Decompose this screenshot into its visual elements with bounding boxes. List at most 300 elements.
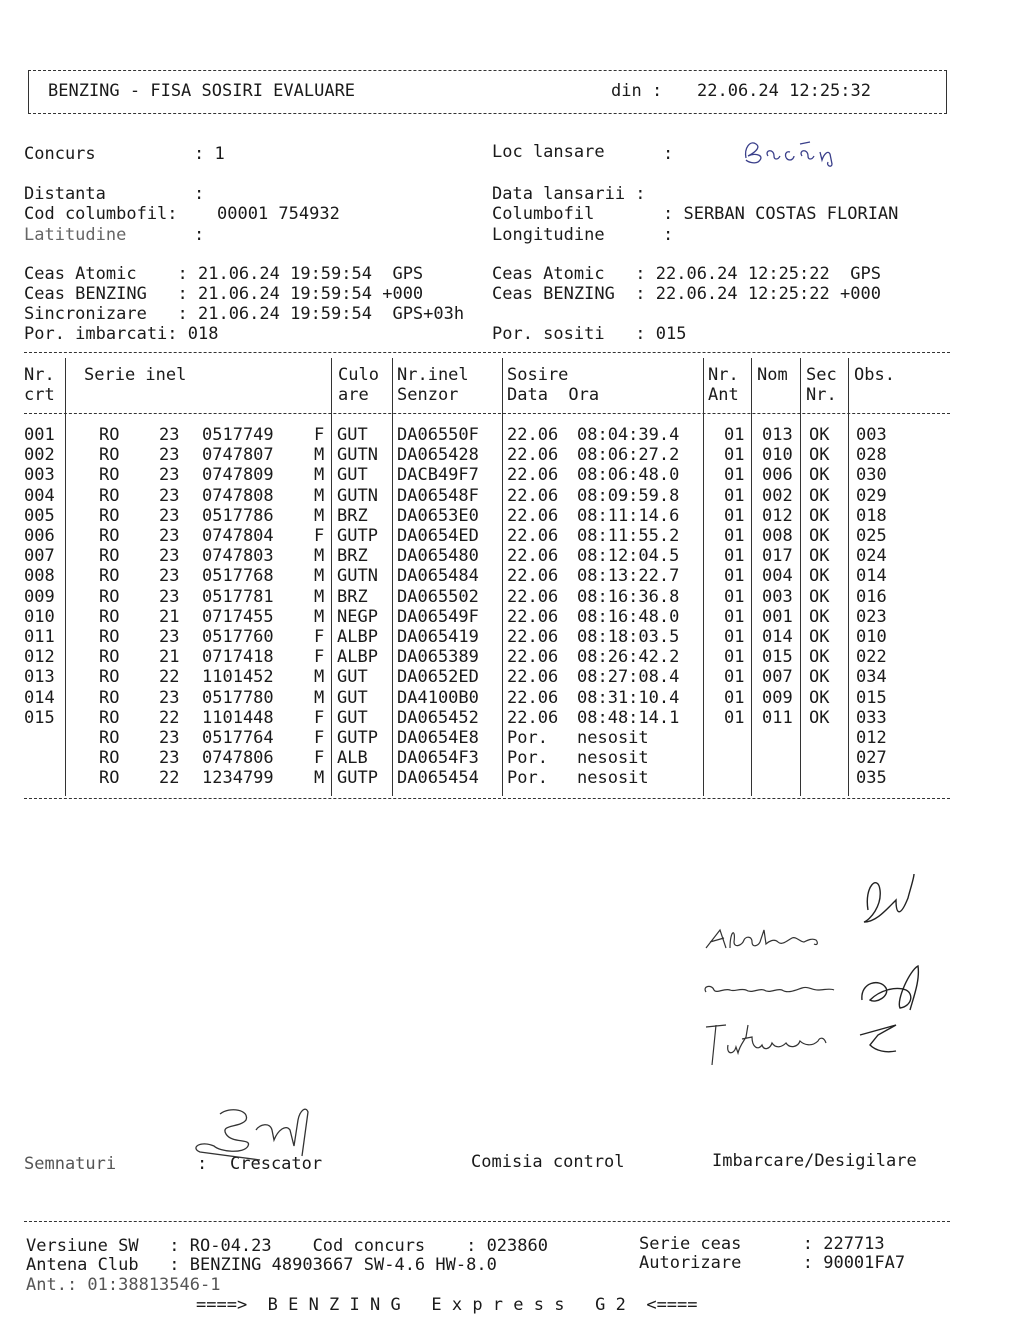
cell-tm: 08:48:14.1 — [577, 707, 680, 728]
cell-col: GUTN — [337, 485, 378, 506]
cell-nom: 001 — [762, 606, 793, 627]
cell-sec: OK — [809, 647, 830, 668]
cell-sex: F — [314, 707, 325, 728]
imbarcare-label: Imbarcare/Desigilare — [712, 1151, 917, 1171]
cell-nr: 015 — [24, 707, 55, 728]
semnaturi-sep: : — [197, 1154, 208, 1174]
cell-snz: DA065484 — [397, 566, 479, 587]
benzing-express-banner: ====> B E N Z I N G E x p r e s s G 2 <==== — [196, 1295, 698, 1315]
cell-sex: F — [314, 647, 325, 668]
th-serie: Serie inel — [84, 365, 187, 385]
cell-ctry: RO — [99, 707, 120, 728]
cell-ant: 01 — [724, 505, 745, 526]
cell-ring: 0517786 — [202, 505, 274, 526]
cell-ant: 01 — [724, 687, 745, 708]
cell-dt: Por. — [507, 768, 548, 789]
cell-yr: 21 — [159, 647, 180, 668]
cell-yr: 23 — [159, 445, 180, 466]
ceas-atomic-start: Ceas Atomic : 21.06.24 19:59:54 GPS — [24, 264, 424, 284]
cell-dt: 22.06 — [507, 546, 559, 567]
cell-nr: 005 — [24, 505, 55, 526]
cell-ant: 01 — [724, 465, 745, 486]
cell-nr: 007 — [24, 546, 55, 567]
table-row — [24, 566, 950, 586]
cell-ctry: RO — [99, 485, 120, 506]
cell-ring: 0747806 — [202, 748, 274, 769]
cell-col: GUT — [337, 687, 368, 708]
cell-dt: 22.06 — [507, 445, 559, 466]
cell-tm: 08:26:42.2 — [577, 647, 680, 668]
cell-sec: OK — [809, 627, 830, 647]
cell-sec: OK — [809, 445, 830, 466]
th-nom: Nom — [757, 365, 788, 385]
cell-obs: 014 — [856, 566, 887, 587]
cell-obs: 022 — [856, 647, 887, 668]
cell-col: GUTN — [337, 445, 378, 466]
cell-snz: DA06548F — [397, 485, 479, 506]
comisia-control-label: Comisia control — [471, 1152, 625, 1172]
cell-col: BRZ — [337, 505, 368, 526]
cell-tm: 08:16:36.8 — [577, 586, 680, 607]
cell-nom: 011 — [762, 707, 793, 728]
cell-yr: 23 — [159, 627, 180, 647]
cell-nom: 014 — [762, 627, 793, 647]
cell-col: NEGP — [337, 606, 378, 627]
cell-ring: 0747808 — [202, 485, 274, 506]
cell-dt: 22.06 — [507, 707, 559, 728]
cell-tm: 08:06:48.0 — [577, 465, 680, 486]
loc-lansare-label: Loc lansare — [492, 142, 605, 162]
cell-obs: 016 — [856, 586, 887, 607]
cell-yr: 23 — [159, 566, 180, 587]
table-row — [24, 667, 950, 687]
cell-dt: 22.06 — [507, 465, 559, 486]
table-row — [24, 587, 950, 607]
table-header-rule — [24, 413, 950, 414]
cell-sex: M — [314, 586, 325, 607]
cell-sec: OK — [809, 546, 830, 567]
cell-dt: 22.06 — [507, 526, 559, 546]
cell-yr: 23 — [159, 425, 180, 445]
columbofil-label: Columbofil — [492, 204, 595, 224]
cell-col: GUT — [337, 667, 368, 688]
cell-ant: 01 — [724, 606, 745, 627]
cell-sec: OK — [809, 667, 830, 688]
cell-tm: 08:04:39.4 — [577, 425, 680, 445]
cell-nr: 004 — [24, 485, 55, 506]
th-are: are — [338, 385, 369, 405]
cell-ant: 01 — [724, 586, 745, 607]
cell-tm: nesosit — [577, 748, 649, 769]
cell-col: ALBP — [337, 647, 378, 668]
cell-yr: 23 — [159, 526, 180, 546]
cell-ant: 01 — [724, 647, 745, 668]
autorizare: Autorizare : 90001FA7 — [639, 1253, 906, 1273]
cell-ctry: RO — [99, 627, 120, 647]
serie-ceas: Serie ceas : 227713 — [639, 1234, 885, 1254]
cell-nr: 001 — [24, 425, 55, 445]
cell-ctry: RO — [99, 768, 120, 789]
th-sec: Sec — [806, 365, 837, 385]
cell-ring: 0517764 — [202, 728, 274, 748]
longitudine-value: : — [663, 225, 674, 245]
cell-ctry: RO — [99, 566, 120, 587]
cell-tm: nesosit — [577, 728, 649, 748]
cell-nom: 008 — [762, 526, 793, 546]
cell-sec: OK — [809, 485, 830, 506]
cell-obs: 023 — [856, 606, 887, 627]
cell-nom: 015 — [762, 647, 793, 668]
cell-nom: 007 — [762, 667, 793, 688]
cell-snz: DA065389 — [397, 647, 479, 668]
cell-snz: DA065428 — [397, 445, 479, 466]
cell-tm: 08:27:08.4 — [577, 667, 680, 688]
latitudine-value: : — [194, 225, 205, 245]
cell-ctry: RO — [99, 667, 120, 688]
cell-ring: 1101448 — [202, 707, 274, 728]
cell-dt: 22.06 — [507, 586, 559, 607]
cell-nr: 014 — [24, 687, 55, 708]
cell-ring: 0747809 — [202, 465, 274, 486]
cell-yr: 23 — [159, 586, 180, 607]
cell-yr: 23 — [159, 485, 180, 506]
th-data-ora: Data Ora — [507, 385, 600, 405]
cell-sex: M — [314, 768, 325, 789]
cell-sec: OK — [809, 526, 830, 546]
table-bottom-rule — [24, 798, 950, 799]
cell-sex: M — [314, 485, 325, 506]
table-row — [24, 546, 950, 566]
cell-ant: 01 — [724, 707, 745, 728]
cell-obs: 010 — [856, 627, 887, 647]
cell-sex: M — [314, 465, 325, 486]
table-row — [24, 506, 950, 526]
cell-ctry: RO — [99, 425, 120, 445]
cell-obs: 027 — [856, 748, 887, 769]
cell-ring: 0747803 — [202, 546, 274, 567]
cell-snz: DA06549F — [397, 606, 479, 627]
ceas-atomic-end: Ceas Atomic : 22.06.24 12:25:22 GPS — [492, 264, 881, 284]
cell-dt: 22.06 — [507, 647, 559, 668]
cell-tm: 08:13:22.7 — [577, 566, 680, 587]
cell-nr: 002 — [24, 445, 55, 466]
cell-obs: 035 — [856, 768, 887, 789]
cell-sec: OK — [809, 505, 830, 526]
cell-ring: 0717418 — [202, 647, 274, 668]
cod-columbofil-value: 00001 754932 — [217, 204, 340, 224]
cell-dt: 22.06 — [507, 566, 559, 587]
loc-lansare-sep: : — [663, 144, 674, 164]
cell-ctry: RO — [99, 546, 120, 567]
cell-tm: nesosit — [577, 768, 649, 789]
cell-ctry: RO — [99, 748, 120, 769]
report-date-label: din : — [611, 81, 663, 101]
th-nrant: Nr. — [708, 365, 739, 385]
cell-tm: 08:11:55.2 — [577, 526, 680, 546]
cell-sec: OK — [809, 687, 830, 708]
cell-ring: 1234799 — [202, 768, 274, 789]
cell-yr: 23 — [159, 748, 180, 769]
cell-col: GUTN — [337, 566, 378, 587]
cell-dt: 22.06 — [507, 505, 559, 526]
cell-nom: 017 — [762, 546, 793, 567]
cell-sex: M — [314, 546, 325, 567]
cell-dt: 22.06 — [507, 627, 559, 647]
th-sosire: Sosire — [507, 365, 569, 385]
table-row — [24, 688, 950, 708]
cell-nr: 010 — [24, 606, 55, 627]
cell-nom: 002 — [762, 485, 793, 506]
th-senzor: Senzor — [397, 385, 459, 405]
crescator-label: Crescator — [230, 1154, 323, 1174]
cell-obs: 029 — [856, 485, 887, 506]
cell-obs: 024 — [856, 546, 887, 567]
data-lansarii-label: Data lansarii : — [492, 184, 646, 204]
cell-sex: F — [314, 425, 325, 445]
cell-nom: 010 — [762, 445, 793, 466]
cell-ctry: RO — [99, 728, 120, 748]
cell-ant: 01 — [724, 627, 745, 647]
cell-col: GUTP — [337, 768, 378, 789]
cell-ring: 0747804 — [202, 526, 274, 546]
longitudine-label: Longitudine — [492, 225, 605, 245]
ceas-benzing-end: Ceas BENZING : 22.06.24 12:25:22 +000 — [492, 284, 881, 304]
cell-sec: OK — [809, 465, 830, 486]
cell-ant: 01 — [724, 526, 745, 546]
cell-tm: 08:11:14.6 — [577, 505, 680, 526]
signature-tutuian — [700, 1015, 940, 1079]
report-title: BENZING - FISA SOSIRI EVALUARE — [48, 81, 356, 101]
cell-nr: 008 — [24, 566, 55, 587]
th-obs: Obs. — [854, 365, 895, 385]
table-row — [24, 445, 950, 465]
cell-nom: 003 — [762, 586, 793, 607]
th-ant: Ant — [708, 385, 739, 405]
latitudine-label: Latitudine — [24, 225, 127, 245]
concurs-value: : 1 — [194, 144, 225, 164]
table-header-row-2 — [24, 385, 950, 405]
cell-ring: 0517768 — [202, 566, 274, 587]
cell-snz: DA065480 — [397, 546, 479, 567]
concurs-label: Concurs — [24, 144, 96, 164]
cell-ring: 0517760 — [202, 627, 274, 647]
report-date-value: 22.06.24 12:25:32 — [697, 81, 871, 101]
cell-yr: 23 — [159, 465, 180, 486]
cell-nr: 011 — [24, 627, 55, 647]
cell-sex: M — [314, 445, 325, 466]
table-row — [24, 728, 950, 748]
cell-ant: 01 — [724, 485, 745, 506]
cell-sex: F — [314, 748, 325, 769]
cell-snz: DA065452 — [397, 707, 479, 728]
cell-dt: 22.06 — [507, 485, 559, 506]
cell-yr: 21 — [159, 606, 180, 627]
cell-sex: M — [314, 667, 325, 688]
cell-nom: 009 — [762, 687, 793, 708]
cell-yr: 23 — [159, 728, 180, 748]
cell-ring: 0747807 — [202, 445, 274, 466]
cell-obs: 015 — [856, 687, 887, 708]
cell-ant: 01 — [724, 425, 745, 445]
columbofil-value: : SERBAN COSTAS FLORIAN — [663, 204, 899, 224]
cell-col: GUT — [337, 425, 368, 445]
cell-yr: 22 — [159, 667, 180, 688]
signature-abalasei — [700, 870, 940, 964]
cell-sec: OK — [809, 586, 830, 607]
cod-columbofil-label: Cod columbofil: — [24, 204, 178, 224]
cell-ctry: RO — [99, 647, 120, 668]
th-nr: Nr. — [24, 365, 55, 385]
table-row — [24, 486, 950, 506]
cell-snz: DA0654ED — [397, 526, 479, 546]
cell-ctry: RO — [99, 445, 120, 466]
th-nrinel: Nr.inel — [397, 365, 469, 385]
cell-ring: 0517780 — [202, 687, 274, 708]
antena-club: Antena Club : BENZING 48903667 SW-4.6 HW-8.0 — [26, 1255, 497, 1275]
cell-dt: Por. — [507, 728, 548, 748]
cell-col: ALBP — [337, 627, 378, 647]
cell-obs: 030 — [856, 465, 887, 486]
th-crt: crt — [24, 385, 55, 405]
cell-nr: 009 — [24, 586, 55, 607]
cell-sex: F — [314, 728, 325, 748]
cell-snz: DA0652ED — [397, 667, 479, 688]
table-row — [24, 708, 950, 728]
cell-sec: OK — [809, 425, 830, 445]
cell-col: BRZ — [337, 546, 368, 567]
cell-snz: DA065454 — [397, 768, 479, 789]
cell-col: GUT — [337, 465, 368, 486]
cell-sex: F — [314, 627, 325, 647]
cell-ant: 01 — [724, 566, 745, 587]
cell-snz: DACB49F7 — [397, 465, 479, 486]
porumbei-imbarcati: Por. imbarcati: 018 — [24, 324, 219, 344]
cell-yr: 23 — [159, 546, 180, 567]
cell-ant: 01 — [724, 546, 745, 567]
cell-ctry: RO — [99, 465, 120, 486]
sincronizare: Sincronizare : 21.06.24 19:59:54 GPS+03h — [24, 304, 465, 324]
cell-dt: 22.06 — [507, 687, 559, 708]
cell-ant: 01 — [724, 445, 745, 466]
distanta-label: Distanta — [24, 184, 106, 204]
cell-snz: DA065502 — [397, 586, 479, 607]
cell-ctry: RO — [99, 505, 120, 526]
cell-col: BRZ — [337, 586, 368, 607]
table-row — [24, 768, 950, 788]
cell-ring: 0517749 — [202, 425, 274, 445]
cell-snz: DA0654E8 — [397, 728, 479, 748]
cell-tm: 08:31:10.4 — [577, 687, 680, 708]
cell-obs: 034 — [856, 667, 887, 688]
cell-obs: 018 — [856, 505, 887, 526]
cell-nr: 003 — [24, 465, 55, 486]
cell-snz: DA0654F3 — [397, 748, 479, 769]
loc-lansare-handwritten — [740, 136, 850, 170]
cell-yr: 23 — [159, 505, 180, 526]
porumbei-sositi: Por. sositi : 015 — [492, 324, 687, 344]
cell-dt: 22.06 — [507, 606, 559, 627]
signature-crescator — [190, 1100, 330, 1174]
cell-col: GUTP — [337, 728, 378, 748]
cell-sec: OK — [809, 707, 830, 728]
cell-ctry: RO — [99, 526, 120, 546]
cell-tm: 08:12:04.5 — [577, 546, 680, 567]
versiune-sw: Versiune SW : RO-04.23 Cod concurs : 023860 — [26, 1236, 548, 1256]
cell-sex: M — [314, 687, 325, 708]
cell-obs: 028 — [856, 445, 887, 466]
table-row — [24, 748, 950, 768]
cell-nom: 006 — [762, 465, 793, 486]
antena-id: Ant.: 01:38813546-1 — [26, 1275, 221, 1295]
cell-sex: M — [314, 566, 325, 587]
cell-sec: OK — [809, 606, 830, 627]
cell-ring: 0517781 — [202, 586, 274, 607]
table-top-rule — [24, 352, 950, 353]
cell-obs: 025 — [856, 526, 887, 546]
cell-obs: 003 — [856, 425, 887, 445]
cell-nom: 013 — [762, 425, 793, 445]
cell-ring: 0717455 — [202, 606, 274, 627]
cell-ctry: RO — [99, 606, 120, 627]
cell-dt: 22.06 — [507, 425, 559, 445]
cell-ring: 1101452 — [202, 667, 274, 688]
ceas-benzing-start: Ceas BENZING : 21.06.24 19:59:54 +000 — [24, 284, 424, 304]
footer-rule — [24, 1221, 950, 1222]
cell-yr: 23 — [159, 687, 180, 708]
table-row — [24, 627, 950, 647]
cell-yr: 22 — [159, 707, 180, 728]
semnaturi-label: Semnaturi — [24, 1154, 117, 1174]
cell-snz: DA0653E0 — [397, 505, 479, 526]
cell-nom: 012 — [762, 505, 793, 526]
cell-ctry: RO — [99, 687, 120, 708]
cell-dt: Por. — [507, 748, 548, 769]
cell-snz: DA065419 — [397, 627, 479, 647]
cell-sex: M — [314, 505, 325, 526]
cell-ctry: RO — [99, 586, 120, 607]
cell-tm: 08:06:27.2 — [577, 445, 680, 466]
cell-sex: F — [314, 526, 325, 546]
cell-col: GUT — [337, 707, 368, 728]
table-row — [24, 526, 950, 546]
th-culo: Culo — [338, 365, 379, 385]
cell-obs: 033 — [856, 707, 887, 728]
cell-nr: 012 — [24, 647, 55, 668]
table-row — [24, 607, 950, 627]
cell-tm: 08:18:03.5 — [577, 627, 680, 647]
table-row — [24, 425, 950, 445]
cell-tm: 08:16:48.0 — [577, 606, 680, 627]
cell-col: ALB — [337, 748, 368, 769]
cell-nom: 004 — [762, 566, 793, 587]
cell-tm: 08:09:59.8 — [577, 485, 680, 506]
distanta-value: : — [194, 184, 205, 204]
cell-snz: DA4100B0 — [397, 687, 479, 708]
cell-sex: M — [314, 606, 325, 627]
cell-col: GUTP — [337, 526, 378, 546]
cell-dt: 22.06 — [507, 667, 559, 688]
cell-obs: 012 — [856, 728, 887, 748]
cell-nr: 006 — [24, 526, 55, 546]
th-secnr: Nr. — [806, 385, 837, 405]
table-header-row-1 — [24, 365, 950, 385]
cell-snz: DA06550F — [397, 425, 479, 445]
cell-sec: OK — [809, 566, 830, 587]
cell-yr: 22 — [159, 768, 180, 789]
cell-nr: 013 — [24, 667, 55, 688]
cell-ant: 01 — [724, 667, 745, 688]
table-row — [24, 465, 950, 485]
